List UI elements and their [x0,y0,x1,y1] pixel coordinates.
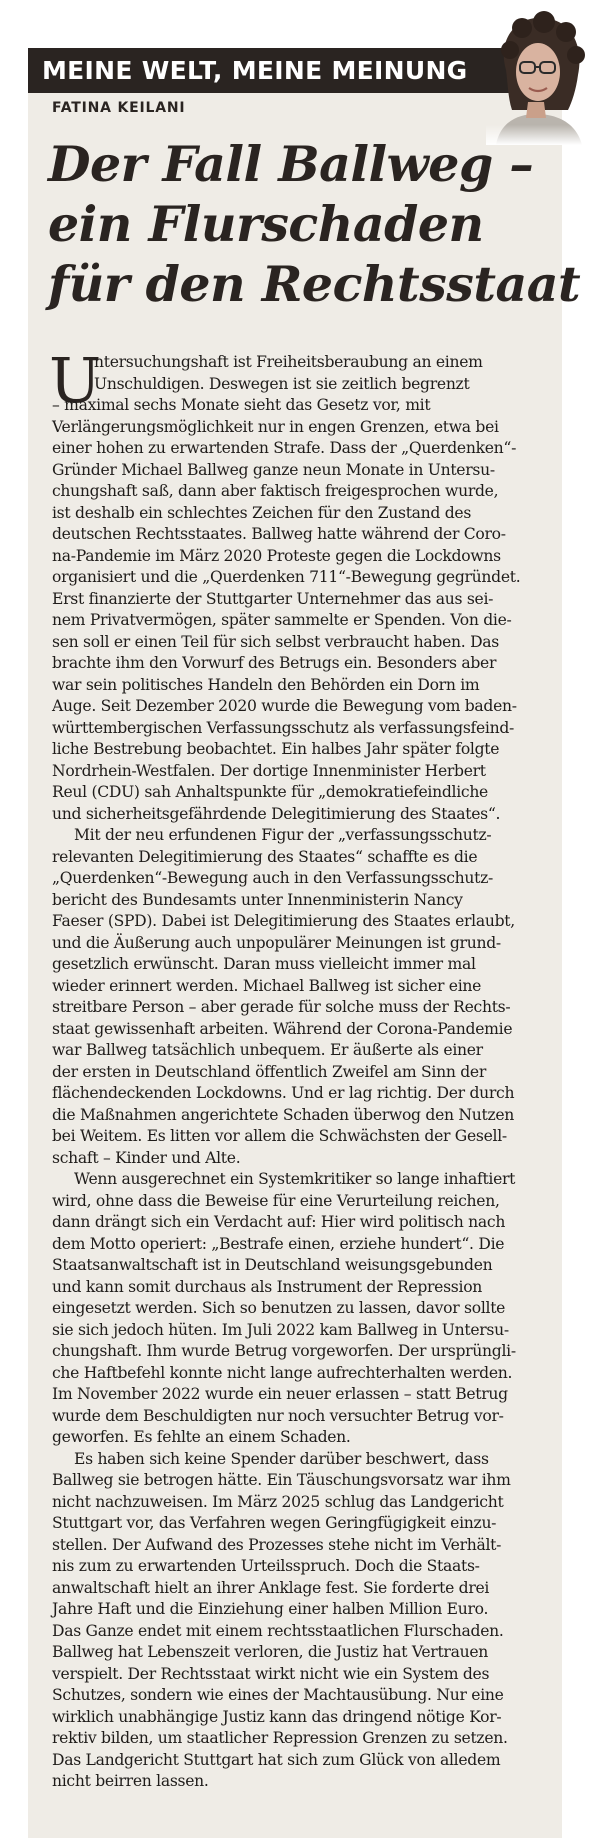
body-line: war sein politisches Handeln den Behörden ein Dorn im [52,675,480,694]
body-line: chungshaft. Ihm wurde Betrug vorgeworfen. Der ursprüngli- [52,1342,516,1360]
body-line: Gründer Michael Ballweg ganze neun Monate in Untersu- [52,460,495,479]
body-line: war Ballweg tatsächlich unbequem. Er äußerte als einer [52,1041,483,1059]
body-line: chungshaft saß, dann aber faktisch freigesprochen wurde, [52,482,499,500]
body-line: Staatsanwaltschaft ist in Deutschland weisungsgebunden [52,1256,493,1274]
headline-line: Der Fall Ballweg – [48,135,534,193]
body-line: Erst finanzierte der Stuttgarter Unternehmer das aus sei- [52,589,494,608]
body-line: ntersuchungshaft ist Freiheitsberaubung an einem [94,353,483,371]
body-line: „Querdenken“-Bewegung auch in den Verfassungsschutz- [52,869,493,887]
drop-cap-letter: U [49,344,102,417]
body-line: organisiert und die „Querdenken 711“-Bewegung gegründet. [52,568,521,586]
body-line: bericht des Bundesamts unter Innenministerin Nancy [52,890,463,909]
body-line: verspielt. Der Rechtsstaat wirkt nicht wie ein System des [52,1664,490,1683]
body-line: Es haben sich keine Spender darüber beschwert, dass [74,1449,489,1468]
body-line: württembergischen Verfassungsschutz als verfassungsfeind- [52,718,515,737]
body-line: eingesetzt werden. Sich so benutzen zu lassen, davor sollte [52,1299,506,1317]
body-line: schaft – Kinder und Alte. [52,1148,241,1167]
body-line: gesetzlich erwünscht. Daran muss vielleicht immer mal [52,955,476,973]
body-line: geworfen. Es fehlte an einem Schaden. [52,1428,351,1446]
body-line: und sicherheitsgefährdende Delegitimierung des Staates“. [52,804,501,823]
body-line: nicht nachzuweisen. Im März 2025 schlug das Landgericht [52,1492,504,1511]
body-line: und kann somit durchaus als Instrument der Repression [52,1277,483,1296]
body-line: streitbare Person – aber gerade für solche muss der Rechts- [52,998,511,1016]
body-line: rektiv bilden, um staatlicher Repression Grenzen zu setzen. [52,1729,508,1747]
body-line: und die Äußerung auch unpopulärer Meinungen ist grund- [52,933,501,952]
body-line: anwaltschaft hielt an ihrer Anklage fest. Sie forderte drei [52,1578,490,1597]
body-line: die Maßnahmen angerichtete Schaden überwog den Nutzen [52,1105,515,1124]
body-line: einer hohen zu erwartenden Strafe. Dass der „Querdenken“- [52,439,517,457]
article-body [52,352,540,1793]
body-line: deutschen Rechtsstaates. Ballweg hatte während der Coro- [52,525,506,543]
body-line: na-Pandemie im März 2020 Proteste gegen die Lockdowns [52,546,501,565]
body-line: bei Weitem. Es litten vor allem die Schwächsten der Gesell- [52,1127,507,1145]
body-line: stellen. Der Aufwand des Prozesses stehe nicht im Verhält- [52,1535,502,1554]
body-line: Nordrhein-Westfalen. Der dortige Innenminister Herbert [52,761,486,780]
body-line: brachte ihm den Vorwurf des Betrugs ein. Besonders aber [52,654,497,672]
body-line: Unschuldigen. Deswegen ist sie zeitlich begrenzt [94,374,470,393]
body-line: Auge. Seit Dezember 2020 wurde die Bewegung vom baden- [52,697,517,715]
body-line: nem Privatvermögen, später sammelte er Spenden. Von die- [52,611,512,629]
body-line: Schutzes, sondern wie eines der Machtausübung. Nur eine [52,1686,504,1704]
author-portrait [486,10,586,145]
headline-line: für den Rechtsstaat [48,255,581,313]
body-line: Im November 2022 wurde ein neuer erlassen – statt Betrug [52,1385,508,1403]
body-line: – maximal sechs Monate sieht das Gesetz vor, mit [52,396,431,414]
body-line: che Haftbefehl konnte nicht lange aufrechterhalten werden. [52,1363,513,1382]
body-line: Wenn ausgerechnet ein Systemkritiker so lange inhaftiert [74,1170,516,1188]
headline-line: ein Flurschaden [48,195,484,253]
body-line: wieder erinnert werden. Michael Ballweg ist sicher eine [52,976,482,995]
body-line: liche Bestrebung beobachtet. Ein halbes Jahr später folgte [52,740,500,758]
body-line: ist deshalb ein schlechtes Zeichen für den Zustand des [52,503,472,522]
body-line: Verlängerungsmöglichkeit nur in engen Grenzen, etwa bei [52,417,499,436]
body-line: sie sich jedoch hüten. Im Juli 2022 kam Ballweg in Untersu- [52,1320,509,1339]
body-line: Jahre Haft und die Einziehung einer halben Million Euro. [52,1600,489,1618]
body-line: Mit der neu erfundenen Figur der „verfassungsschutz- [74,826,492,844]
body-line: nis zum zu erwartenden Urteilsspruch. Doch die Staats- [52,1557,480,1575]
body-line: Das Ganze endet mit einem rechtsstaatlichen Flurschaden. [52,1621,504,1640]
body-line: flächendeckenden Lockdowns. Und er lag richtig. Der durch [52,1084,515,1102]
headline [48,134,581,314]
body-line: wirklich unabhängige Justiz kann das dringend nötige Kor- [52,1707,502,1726]
body-line: der ersten in Deutschland öffentlich Zweifel am Sinn der [52,1062,487,1081]
body-line: Ballweg sie betrogen hätte. Ein Täuschungsvorsatz war ihm [52,1471,511,1489]
body-line: staat gewissenhaft arbeiten. Während der Corona-Pandemie [52,1019,513,1038]
body-line: nicht beirren lassen. [52,1772,209,1790]
body-line: dem Motto operiert: „Bestrafe einen, erziehe hundert“. Die [52,1234,505,1253]
body-line: relevanten Delegitimierung des Staates“ schaffte es die [52,847,478,866]
body-line: wurde dem Beschuldigten nur noch versuchter Betrug vor- [52,1406,504,1425]
body-line: Stuttgart vor, das Verfahren wegen Geringfügigkeit einzu- [52,1514,497,1532]
author-name: FATINA KEILANI [52,100,186,116]
body-line: sen soll er einen Teil für sich selbst verbraucht haben. Das [52,632,499,651]
body-line: Faeser (SPD). Dabei ist Delegitimierung des Staates erlaubt, [52,912,515,930]
body-line: Reul (CDU) sah Anhaltspunkte für „demokratiefeindliche [52,783,488,801]
body-line: dann drängt sich ein Verdacht auf: Hier wird politisch nach [52,1213,506,1231]
body-line: wird, ohne dass die Beweise für eine Verurteilung reichen, [52,1191,500,1210]
body-line: Ballweg hat Lebenszeit verloren, die Justiz hat Vertrauen [52,1643,488,1661]
column-banner: MEINE WELT, MEINE MEINUNG [28,48,525,93]
body-line: Das Landgericht Stuttgart hat sich zum Glück von alledem [52,1750,501,1769]
